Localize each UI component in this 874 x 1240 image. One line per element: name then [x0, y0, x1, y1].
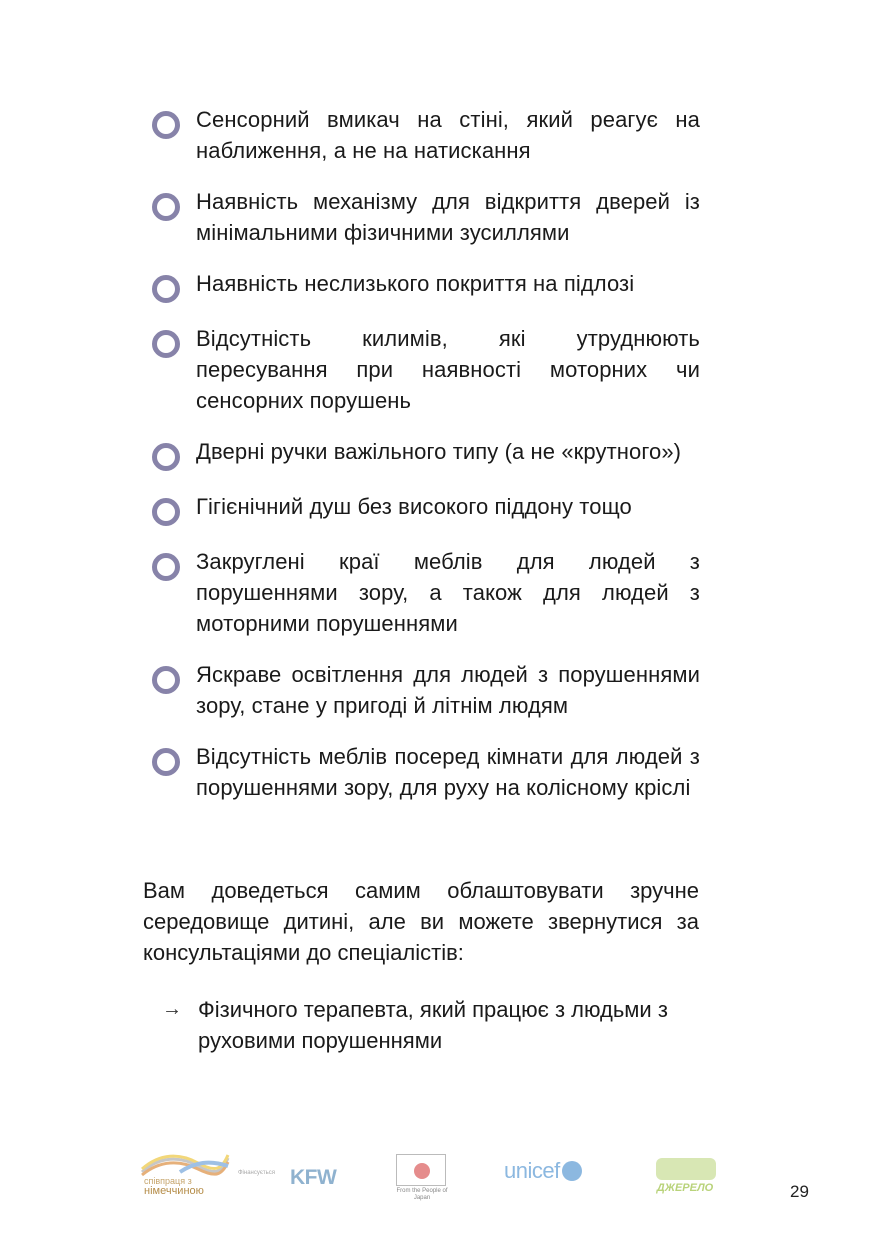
japan-aid-logo	[396, 1154, 446, 1210]
ring-bullet-icon	[152, 193, 180, 221]
list-item	[162, 994, 710, 1056]
bullet-text: Сенсорний вмикач на стіні, який реагує на наближення, а не на натискання	[196, 107, 700, 163]
coop-line1: співпраця з	[144, 1176, 192, 1186]
bullet-text: Наявність механізму для відкриття дверей із мінімальними фізичними зусиллями	[196, 189, 700, 245]
rising-sun-icon	[414, 1163, 430, 1179]
bullet-text: Дверні ручки важільного типу (а не «крутного»)	[196, 439, 682, 464]
japan-flag-icon	[396, 1154, 446, 1186]
ring-bullet-icon	[152, 443, 180, 471]
unicef-wordmark: unicef	[504, 1158, 560, 1183]
cooperation-logo-text	[144, 1176, 204, 1196]
funded-by-label: Фінансується	[238, 1170, 276, 1176]
ring-bullet-icon	[152, 748, 180, 776]
kfw-logo: KFW	[290, 1166, 337, 1189]
bullet-item	[152, 659, 700, 721]
body-paragraph: Вам доведеться самим облаштовувати зручне середовище дитині, але ви можете звернутися за консультаціями до спеціалістів:	[143, 878, 699, 965]
children-figures-icon	[656, 1158, 716, 1180]
bullet-text: Наявність неслизького покриття на підлозі	[196, 271, 635, 296]
bullet-item	[152, 268, 700, 303]
bullet-text: Яскраве освітлення для людей з порушеннями зору, стане у пригоді й літнім людям	[196, 662, 700, 718]
ring-bullet-icon	[152, 498, 180, 526]
cooperation-germany-logo	[140, 1152, 230, 1200]
coop-line2: німеччиною	[144, 1185, 204, 1197]
unicef-logo	[504, 1158, 582, 1184]
list-item-text: Фізичного терапевта, який працює з людьми з руховими порушеннями	[198, 997, 668, 1053]
ring-bullet-icon	[152, 553, 180, 581]
footer-logos	[140, 1148, 740, 1208]
bullet-item	[152, 186, 700, 248]
ring-bullet-icon	[152, 275, 180, 303]
bullet-item	[152, 546, 700, 639]
bullet-text: Закруглені краї меблів для людей з порушеннями зору, а також для людей з моторними порушеннями	[196, 549, 700, 636]
bullet-item	[152, 491, 700, 526]
flag-wave-icon	[140, 1152, 230, 1178]
bullet-item	[152, 323, 700, 416]
bullet-item	[152, 741, 700, 803]
ring-bullet-icon	[152, 111, 180, 139]
feature-bullet-list	[152, 104, 700, 823]
ring-bullet-icon	[152, 666, 180, 694]
dzherelo-wordmark: ДЖЕРЕЛО	[656, 1182, 714, 1194]
japan-caption: From the People of Japan	[396, 1188, 448, 1201]
specialist-list	[162, 994, 710, 1056]
dzherelo-logo	[652, 1156, 718, 1200]
arrow-right-icon: →	[162, 998, 182, 1020]
bullet-item	[152, 104, 700, 166]
unicef-globe-icon	[562, 1161, 582, 1181]
bullet-item	[152, 436, 700, 471]
bullet-text: Відсутність меблів посеред кімнати для людей з порушеннями зору, для руху на колісному кріслі	[196, 744, 700, 800]
bullet-text: Гігієнічний душ без високого піддону тощо	[196, 494, 632, 519]
ring-bullet-icon	[152, 330, 180, 358]
bullet-text: Відсутність килимів, які утруднюють пересування при наявності моторних чи сенсорних порушень	[196, 326, 700, 413]
page-number: 29	[790, 1182, 809, 1201]
